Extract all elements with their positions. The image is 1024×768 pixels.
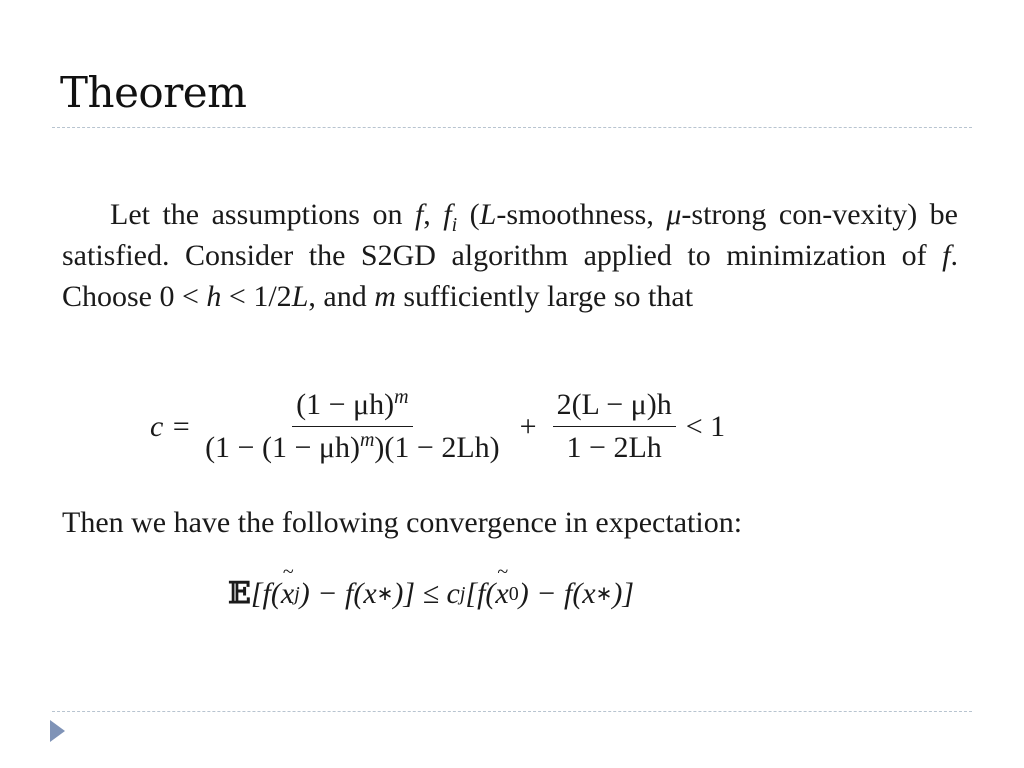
fraction-1-denominator [201,427,504,465]
fraction-2-denominator: 1 − 2Lh [566,431,662,464]
formula-segment: )] ≤ c [393,576,460,610]
math-h: h [206,280,222,313]
text-segment: sufficiently large so that [395,280,694,313]
x-tilde-0: ~ x [495,577,508,611]
formula-segment: [f( [465,576,496,610]
formula-segment: ) − f(x [518,576,596,610]
numerator-text: (1 − μh) [296,388,395,421]
x-tilde-j: ~ x [281,577,294,611]
plus-sign: + [519,409,537,443]
text-segment: , and [308,280,375,313]
expectation-formula: 𝔼 [f( ~ x j ) − f(x ∗ )] ≤ c j [f( ~ x 0 ) − f(x ∗ )] [228,576,634,611]
contraction-factor-formula [150,388,725,465]
theorem-statement [62,194,958,317]
convergence-sentence: Then we have the following convergence in expectation: [62,506,743,539]
text-segment: , [423,198,444,231]
denominator-tail: )(1 − 2Lh) [374,431,500,464]
text-segment: -smoothness, [496,198,667,231]
fraction-1-numerator [292,388,412,427]
formula-lhs: c = [150,409,192,443]
exponent-m: m [394,386,409,408]
fraction-2 [553,388,676,465]
math-L: L [479,198,497,231]
expectation-symbol: 𝔼 [228,576,251,611]
formula-rhs: < 1 [685,409,726,443]
triangle-right-icon [50,720,65,742]
text-segment: -strong con-vexity) be satisfied. Consider the S2GD algorithm applied to minimization of [62,198,958,272]
fraction-1 [201,388,504,465]
formula-segment: )] [612,576,635,610]
fraction-2-numerator: 2(L − μ)h [553,388,676,427]
math-fi-subscript: i [451,214,458,236]
footer-divider [52,711,972,712]
title-divider [52,127,972,128]
text-segment: < 1/2 [221,280,292,313]
formula-segment: [f( [250,576,281,610]
text-segment: ( [457,198,480,231]
text-segment: Let the assumptions on [110,198,415,231]
formula-segment: ) − f(x [299,576,377,610]
math-L: L [291,280,309,313]
math-f: f [942,239,951,272]
math-m: m [374,280,396,313]
math-mu: μ [666,198,682,231]
slide-title: Theorem [60,68,247,117]
exponent-m: m [359,429,375,451]
math-fi: f [443,198,452,231]
math-f: f [414,198,424,231]
denominator-text: (1 − (1 − μh) [205,431,360,464]
text-segment: . Choose 0 < [62,239,958,313]
